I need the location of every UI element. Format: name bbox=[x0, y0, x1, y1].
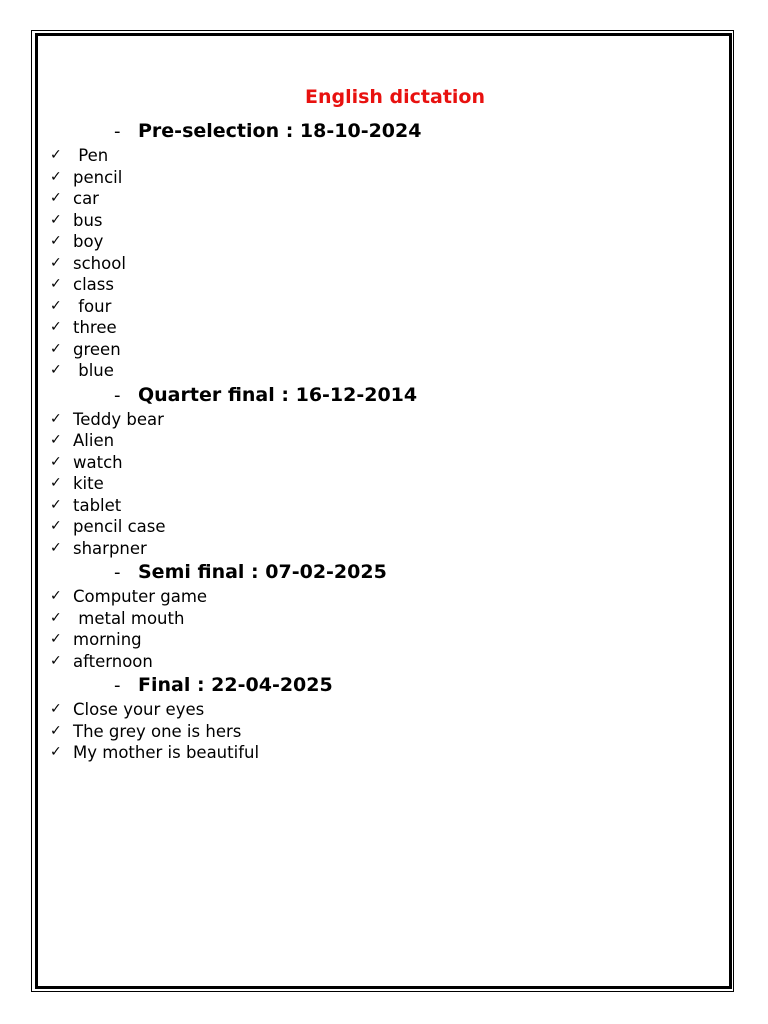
word: boy bbox=[73, 232, 104, 251]
list-item bbox=[50, 629, 710, 651]
check-icon: ✓ bbox=[50, 276, 62, 292]
list-item bbox=[50, 473, 710, 495]
list-item bbox=[50, 167, 710, 189]
check-icon: ✓ bbox=[50, 652, 62, 669]
word: Close your eyes bbox=[73, 700, 205, 719]
check-icon: ✓ bbox=[50, 190, 62, 206]
check-icon: ✓ bbox=[50, 744, 62, 760]
list-item bbox=[50, 516, 710, 538]
check-icon: ✓ bbox=[50, 701, 62, 717]
list-item bbox=[50, 210, 710, 232]
check-icon: ✓ bbox=[50, 496, 62, 513]
check-icon: ✓ bbox=[50, 362, 62, 378]
word: pencil bbox=[73, 167, 123, 187]
check-icon: ✓ bbox=[50, 168, 62, 185]
check-icon: ✓ bbox=[50, 297, 62, 314]
word: class bbox=[73, 275, 114, 294]
list-item bbox=[50, 296, 710, 318]
check-icon: ✓ bbox=[50, 233, 62, 249]
check-icon: ✓ bbox=[50, 211, 62, 228]
word: Teddy bear bbox=[73, 409, 164, 429]
list-item bbox=[50, 188, 710, 210]
section-heading-text: Final : 22-04-2025 bbox=[138, 674, 333, 696]
dash-marker: - bbox=[114, 675, 121, 696]
section-heading-text: Pre-selection : 18-10-2024 bbox=[138, 120, 422, 142]
list-item bbox=[50, 608, 710, 630]
section-heading-text: Quarter final : 16-12-2014 bbox=[138, 383, 418, 406]
word: My mother is beautiful bbox=[73, 743, 260, 762]
list-item bbox=[50, 495, 710, 517]
word: Computer game bbox=[73, 587, 208, 606]
word: The grey one is hers bbox=[73, 721, 242, 741]
list-item bbox=[50, 409, 710, 431]
section-quarter-final bbox=[50, 382, 710, 560]
word: three bbox=[73, 318, 117, 337]
word: pencil case bbox=[73, 517, 166, 536]
section-heading bbox=[50, 559, 710, 586]
word: green bbox=[73, 339, 121, 359]
check-icon: ✓ bbox=[50, 453, 62, 470]
section-heading bbox=[50, 382, 710, 409]
section-heading bbox=[50, 672, 710, 699]
section-heading-text: Semi final : 07-02-2025 bbox=[138, 561, 387, 583]
check-icon: ✓ bbox=[50, 518, 62, 534]
check-icon: ✓ bbox=[50, 722, 62, 739]
list-item bbox=[50, 360, 710, 382]
list-item bbox=[50, 742, 710, 764]
check-icon: ✓ bbox=[50, 432, 62, 448]
dash-marker: - bbox=[114, 562, 121, 583]
word: four bbox=[73, 296, 112, 316]
list-item bbox=[50, 452, 710, 474]
check-icon: ✓ bbox=[50, 539, 62, 556]
word: afternoon bbox=[73, 651, 153, 671]
dictation-content bbox=[50, 118, 710, 764]
list-item bbox=[50, 231, 710, 253]
word: watch bbox=[73, 452, 123, 472]
word: blue bbox=[73, 361, 114, 380]
list-item bbox=[50, 586, 710, 608]
check-icon: ✓ bbox=[50, 410, 62, 427]
section-final bbox=[50, 672, 710, 764]
word-list bbox=[50, 699, 710, 764]
document-title: English dictation bbox=[304, 86, 486, 108]
word: kite bbox=[73, 474, 104, 493]
check-icon: ✓ bbox=[50, 147, 62, 163]
list-item bbox=[50, 274, 710, 296]
check-icon: ✓ bbox=[50, 631, 62, 647]
list-item bbox=[50, 721, 710, 743]
word-list bbox=[50, 145, 710, 382]
word: sharpner bbox=[73, 538, 147, 558]
list-item bbox=[50, 430, 710, 452]
list-item bbox=[50, 317, 710, 339]
word: Alien bbox=[73, 431, 115, 450]
word: school bbox=[73, 253, 126, 273]
word: morning bbox=[73, 630, 142, 649]
word: tablet bbox=[73, 495, 122, 515]
list-item bbox=[50, 253, 710, 275]
word: bus bbox=[73, 210, 103, 230]
check-icon: ✓ bbox=[50, 254, 62, 271]
word: car bbox=[73, 189, 99, 208]
check-icon: ✓ bbox=[50, 340, 62, 357]
word: Pen bbox=[73, 146, 109, 165]
dash-marker: - bbox=[114, 384, 121, 406]
check-icon: ✓ bbox=[50, 475, 62, 491]
word: metal mouth bbox=[73, 608, 185, 628]
list-item bbox=[50, 699, 710, 721]
word-list bbox=[50, 409, 710, 560]
section-pre-selection bbox=[50, 118, 710, 382]
list-item bbox=[50, 145, 710, 167]
list-item bbox=[50, 339, 710, 361]
word-list bbox=[50, 586, 710, 672]
section-heading bbox=[50, 118, 710, 145]
check-icon: ✓ bbox=[50, 609, 62, 626]
check-icon: ✓ bbox=[50, 319, 62, 335]
section-semi-final bbox=[50, 559, 710, 672]
check-icon: ✓ bbox=[50, 588, 62, 604]
dash-marker: - bbox=[114, 121, 121, 142]
list-item bbox=[50, 651, 710, 673]
list-item bbox=[50, 538, 710, 560]
